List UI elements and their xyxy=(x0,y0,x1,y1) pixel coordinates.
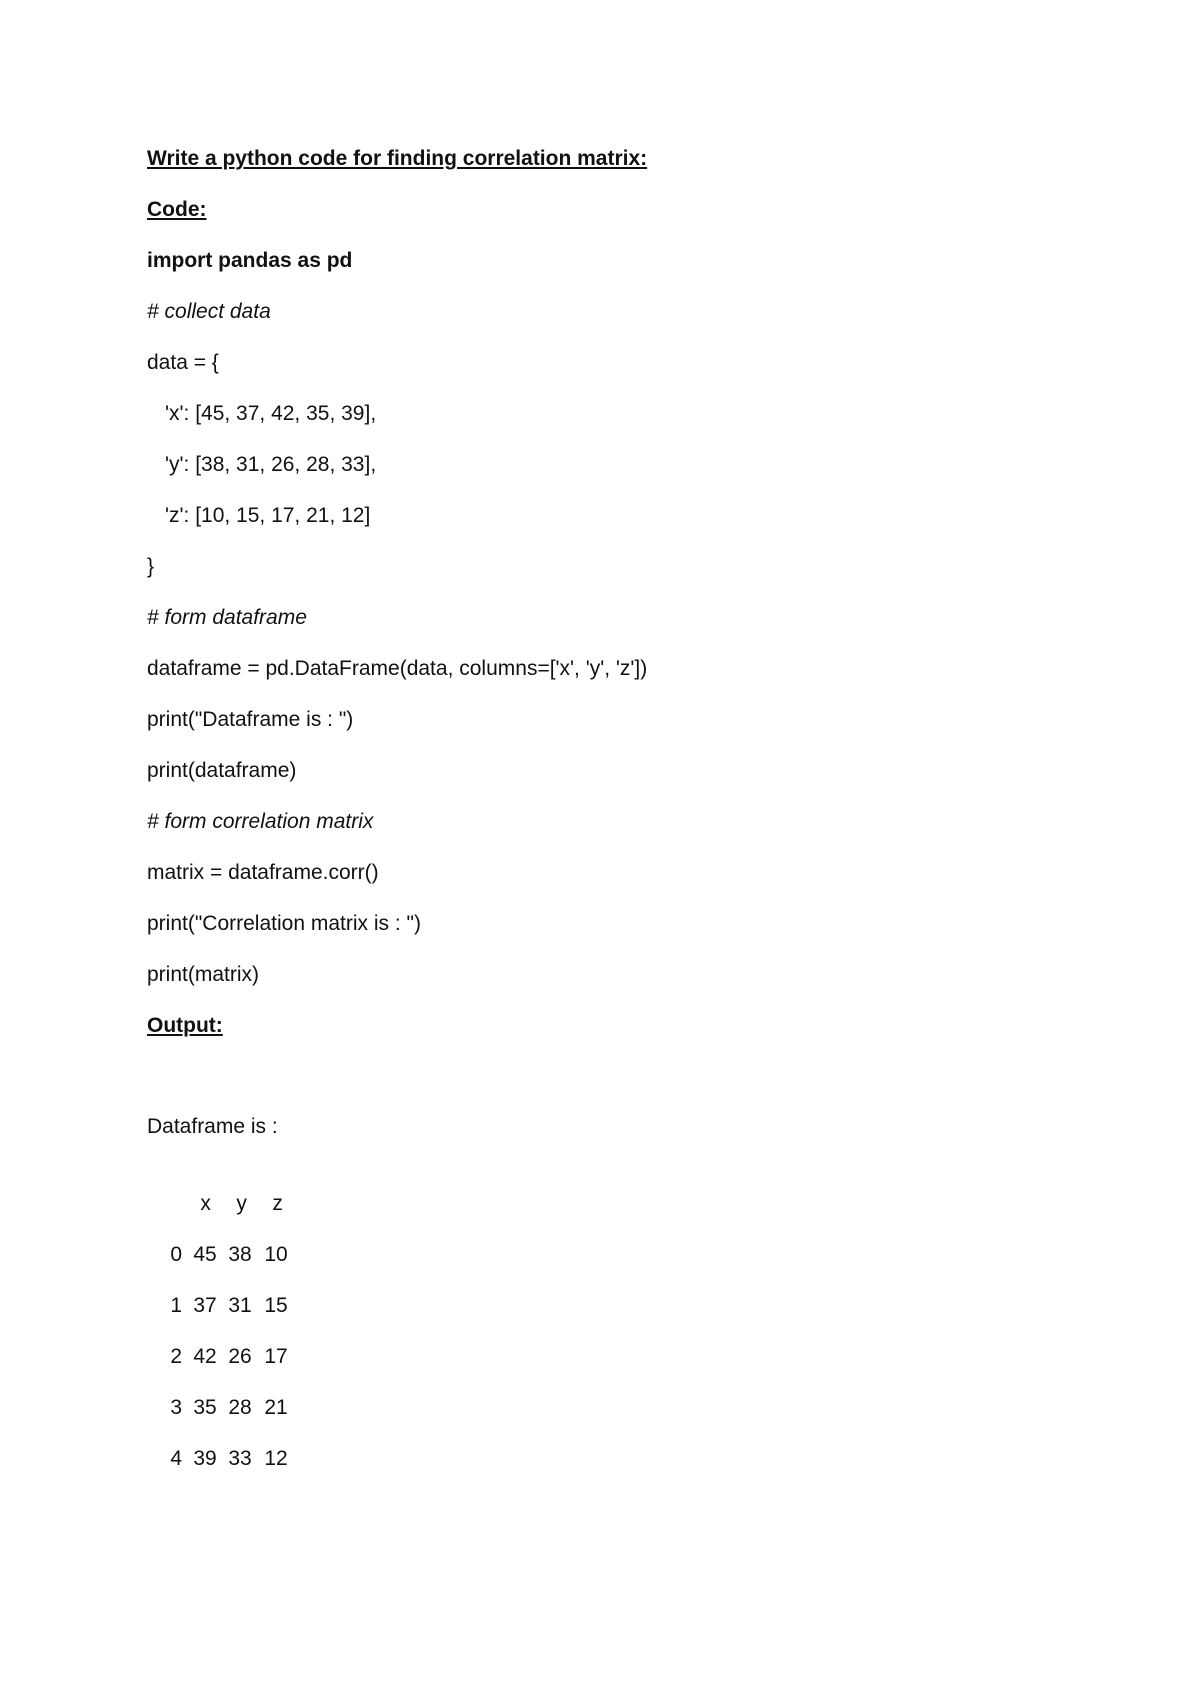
cell-z: 15 xyxy=(264,1294,288,1317)
dataframe-row xyxy=(147,1267,1107,1317)
cell-y: 38 xyxy=(228,1243,252,1266)
cell-z: 12 xyxy=(264,1447,288,1470)
cell-y: 33 xyxy=(228,1447,252,1470)
code-comment-form-corr: # form correlation matrix xyxy=(147,810,374,833)
code-comment-collect: # collect data xyxy=(147,300,271,323)
code-line-z: 'z': [10, 15, 17, 21, 12] xyxy=(165,504,371,527)
dataframe-column-x: x xyxy=(200,1192,211,1215)
cell-z: 21 xyxy=(264,1396,288,1419)
code-label: Code: xyxy=(147,198,207,221)
row-index: 2 xyxy=(170,1345,183,1368)
code-line-x: 'x': [45, 37, 42, 35, 39], xyxy=(165,402,377,425)
row-index: 0 xyxy=(170,1243,183,1266)
row-index: 1 xyxy=(170,1294,183,1317)
dataframe-row xyxy=(147,1369,1107,1419)
code-comment-form-df: # form dataframe xyxy=(147,606,307,629)
code-line-print-df: print(dataframe) xyxy=(147,759,297,782)
dataframe-row xyxy=(147,1216,1107,1266)
code-line-matrix-assign: matrix = dataframe.corr() xyxy=(147,861,379,884)
cell-x: 35 xyxy=(193,1396,217,1419)
cell-x: 42 xyxy=(193,1345,217,1368)
dataframe-row xyxy=(147,1318,1107,1368)
dataframe-header-row xyxy=(147,1165,1107,1215)
document-page xyxy=(147,146,1107,1471)
code-line-print-corr-label: print("Correlation matrix is : ") xyxy=(147,912,421,935)
row-index: 4 xyxy=(170,1447,183,1470)
output-df-title: Dataframe is : xyxy=(147,1115,278,1138)
dataframe-row xyxy=(147,1420,1107,1470)
cell-y: 28 xyxy=(228,1396,252,1419)
row-index: 3 xyxy=(170,1396,183,1419)
code-line-import: import pandas as pd xyxy=(147,249,353,272)
dataframe-column-y: y xyxy=(236,1192,247,1215)
cell-z: 17 xyxy=(264,1345,288,1368)
code-line-data-close: } xyxy=(147,555,155,578)
code-line-data-open: data = { xyxy=(147,351,219,374)
cell-x: 39 xyxy=(193,1447,217,1470)
code-line-df-assign: dataframe = pd.DataFrame(data, columns=['x', 'y', 'z']) xyxy=(147,657,648,680)
cell-x: 45 xyxy=(193,1243,217,1266)
cell-x: 37 xyxy=(193,1294,217,1317)
code-line-print-df-label: print("Dataframe is : ") xyxy=(147,708,354,731)
cell-y: 26 xyxy=(228,1345,252,1368)
code-line-y: 'y': [38, 31, 26, 28, 33], xyxy=(165,453,377,476)
cell-y: 31 xyxy=(228,1294,252,1317)
cell-z: 10 xyxy=(264,1243,288,1266)
document-heading: Write a python code for finding correlation matrix: xyxy=(147,147,648,170)
dataframe-column-z: z xyxy=(272,1192,283,1215)
output-label: Output: xyxy=(147,1014,223,1037)
code-line-print-matrix: print(matrix) xyxy=(147,963,260,986)
output-spacer xyxy=(147,1064,1107,1114)
